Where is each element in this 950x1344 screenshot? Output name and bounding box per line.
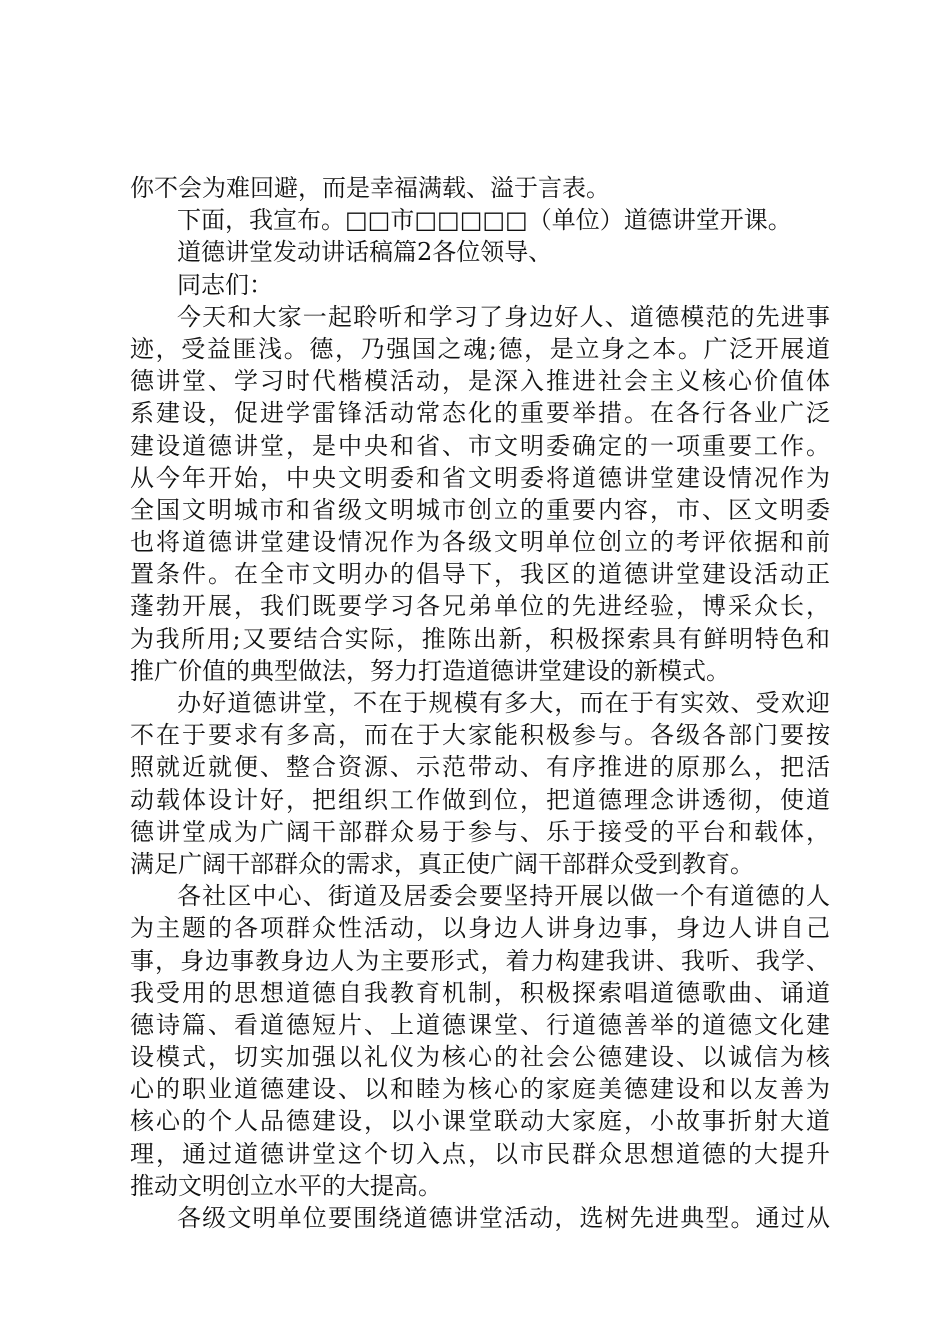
text-line: 德讲堂成为广阔干部群众易于参与、乐于接受的平台和载体， xyxy=(130,817,830,846)
text-line: 为主题的各项群众性活动，以身边人讲身边事，身边人讲自己 xyxy=(130,914,830,943)
text-line: 我受用的思想道德自我教育机制，积极探索唱道德歌曲、诵道 xyxy=(130,978,830,1007)
text-line: 德诗篇、看道德短片、上道德课堂、行道德善举的道德文化建 xyxy=(130,1010,830,1039)
text-line: 置条件。在全市文明办的倡导下，我区的道德讲堂建设活动正 xyxy=(130,560,830,589)
text-line: 照就近就便、整合资源、示范带动、有序推进的原那么，把活 xyxy=(130,753,830,782)
text-line: 道德讲堂发动讲话稿篇2各位领导、 xyxy=(177,238,553,267)
text-line: 推广价值的典型做法，努力打造道德讲堂建设的新模式。 xyxy=(130,656,730,685)
text-line: 下面，我宣布。□□市□□□□□（单位）道德讲堂开课。 xyxy=(177,206,792,235)
text-line: 也将道德讲堂建设情况作为各级文明单位创立的考评依据和前 xyxy=(130,528,830,557)
text-line: 蓬勃开展，我们既要学习各兄弟单位的先进经验，博采众长， xyxy=(130,592,830,621)
text-line: 今天和大家一起聆听和学习了身边好人、道德模范的先进事 xyxy=(177,302,830,331)
text-line: 系建设，促进学雷锋活动常态化的重要举措。在各行各业广泛 xyxy=(130,399,830,428)
text-line: 核心的个人品德建设，以小课堂联动大家庭，小故事折射大道 xyxy=(130,1107,830,1136)
text-line: 动载体设计好，把组织工作做到位，把道德理念讲透彻，使道 xyxy=(130,785,830,814)
document-body xyxy=(130,172,830,1234)
text-line: 全国文明城市和省级文明城市创立的重要内容，市、区文明委 xyxy=(130,495,830,524)
text-line: 心的职业道德建设、以和睦为核心的家庭美德建设和以友善为 xyxy=(130,1075,830,1104)
text-line: 德讲堂、学习时代楷模活动，是深入推进社会主义核心价值体 xyxy=(130,367,830,396)
text-line: 理，通过道德讲堂这个切入点，以市民群众思想道德的大提升 xyxy=(130,1139,830,1168)
text-line: 建设道德讲堂，是中央和省、市文明委确定的一项重要工作。 xyxy=(130,431,830,460)
text-line: 满足广阔干部群众的需求，真正使广阔干部群众受到教育。 xyxy=(130,849,754,878)
text-line: 设模式，切实加强以礼仪为核心的社会公德建设、以诚信为核 xyxy=(130,1043,830,1072)
text-line: 各社区中心、街道及居委会要坚持开展以做一个有道德的人 xyxy=(177,882,830,911)
text-line: 推动文明创立水平的大提高。 xyxy=(130,1171,442,1200)
text-line: 各级文明单位要围绕道德讲堂活动，选树先进典型。通过从 xyxy=(177,1204,830,1232)
text-line: 同志们： xyxy=(177,270,273,299)
text-line: 办好道德讲堂，不在于规模有多大，而在于有实效、受欢迎 xyxy=(177,689,830,717)
text-line: 事，身边事教身边人为主要形式，着力构建我讲、我听、我学、 xyxy=(130,946,830,975)
text-line: 为我所用;又要结合实际，推陈出新，积极探索具有鲜明特色和 xyxy=(130,624,830,653)
text-line: 迹，受益匪浅。德，乃强国之魂;德，是立身之本。广泛开展道 xyxy=(130,334,830,363)
text-line: 你不会为难回避，而是幸福满载、溢于言表。 xyxy=(130,174,610,202)
text-line: 不在于要求有多高，而在于大家能积极参与。各级各部门要按 xyxy=(130,721,830,750)
text-line: 从今年开始，中央文明委和省文明委将道德讲堂建设情况作为 xyxy=(130,463,830,492)
